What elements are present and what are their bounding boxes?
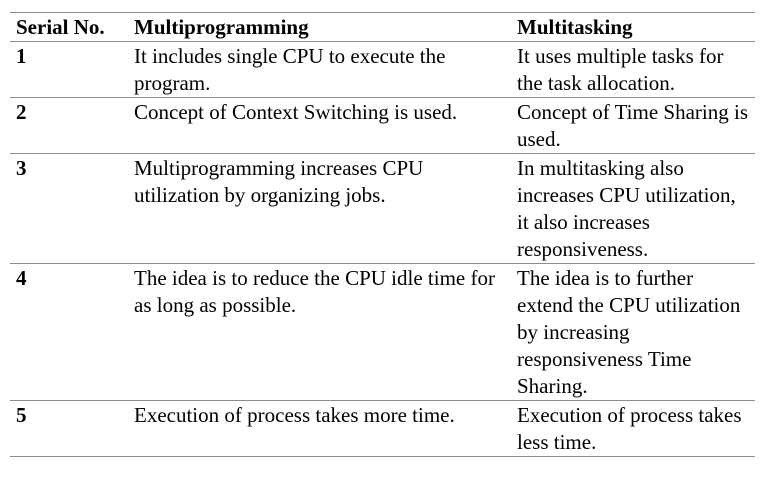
table-row bbox=[10, 401, 755, 457]
serial-cell: 5 bbox=[10, 401, 128, 457]
multitasking-cell: Concept of Time Sharing is used. bbox=[511, 98, 755, 154]
comparison-table-container bbox=[10, 12, 755, 457]
table-row bbox=[10, 98, 755, 154]
table-row bbox=[10, 42, 755, 98]
serial-cell: 4 bbox=[10, 264, 128, 401]
multitasking-cell: Execution of process takes less time. bbox=[511, 401, 755, 457]
header-multiprogramming: Multiprogramming bbox=[128, 13, 511, 42]
serial-cell: 2 bbox=[10, 98, 128, 154]
multiprogramming-cell: The idea is to reduce the CPU idle time for as long as possible. bbox=[128, 264, 511, 401]
multiprogramming-cell: Concept of Context Switching is used. bbox=[128, 98, 511, 154]
table-header bbox=[10, 13, 755, 42]
serial-cell: 3 bbox=[10, 154, 128, 264]
multitasking-cell: In multitasking also increases CPU utilization, it also increases responsiveness. bbox=[511, 154, 755, 264]
table-row bbox=[10, 264, 755, 401]
table-body bbox=[10, 42, 755, 457]
serial-cell: 1 bbox=[10, 42, 128, 98]
multiprogramming-cell: Execution of process takes more time. bbox=[128, 401, 511, 457]
table-row bbox=[10, 154, 755, 264]
header-row bbox=[10, 13, 755, 42]
comparison-table bbox=[10, 12, 755, 457]
multitasking-cell: It uses multiple tasks for the task allocation. bbox=[511, 42, 755, 98]
header-multitasking: Multitasking bbox=[511, 13, 755, 42]
multiprogramming-cell: Multiprogramming increases CPU utilization by organizing jobs. bbox=[128, 154, 511, 264]
header-serial-no: Serial No. bbox=[10, 13, 128, 42]
multiprogramming-cell: It includes single CPU to execute the program. bbox=[128, 42, 511, 98]
multitasking-cell: The idea is to further extend the CPU utilization by increasing responsiveness Time Sharing. bbox=[511, 264, 755, 401]
